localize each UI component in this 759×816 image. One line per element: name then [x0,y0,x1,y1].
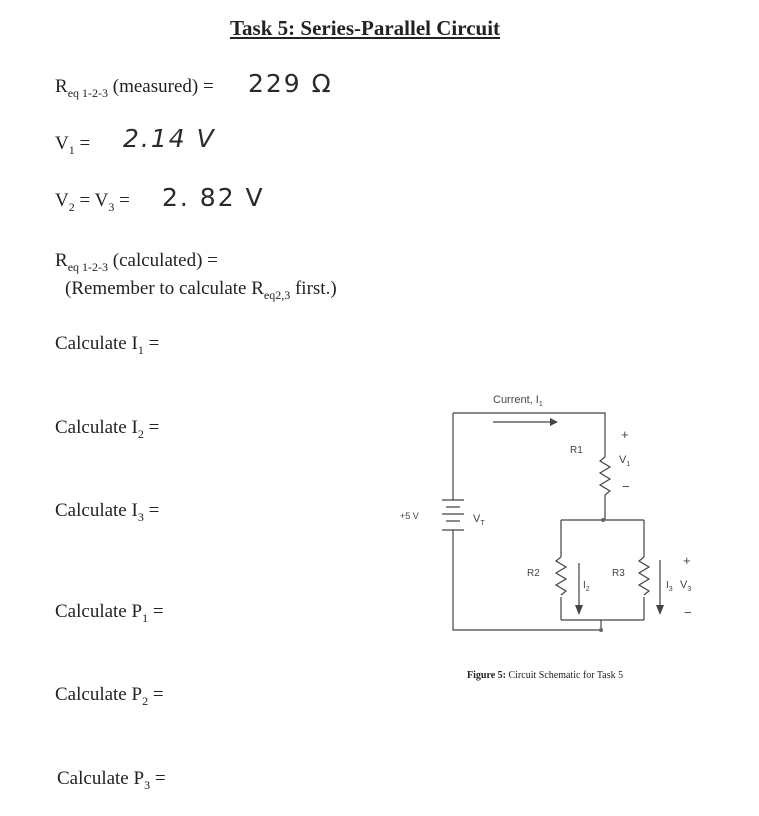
calc-prefix: Calculate I [55,500,138,521]
page-title: Task 5: Series-Parallel Circuit [229,16,501,40]
v2-sub: 2 [68,199,75,214]
req-measured-line [55,76,214,101]
v1-label: $V_1$ [619,454,631,468]
source-label: +5 V [400,511,419,521]
req-label: R [55,76,68,97]
r3-label: R3 [612,568,625,579]
circuit-schematic [390,385,720,665]
calc-prefix: Calculate P [55,684,143,705]
reminder-prefix: (Remember to calculate R [65,278,264,299]
reminder-sub: eq2,3 [263,287,291,302]
calc-prefix: Calculate P [55,601,143,622]
v3-plus: + [683,553,691,568]
req-calculated-line [55,250,218,275]
v3-sub: 3 [108,199,115,214]
r2-label: R2 [527,568,540,579]
calc-sub: 1 [142,610,149,625]
v1-sub: 1 [68,142,75,157]
i2-arrow-head [575,605,583,615]
calc-suffix: = [148,500,160,521]
calc-prefix: Calculate I [55,333,138,354]
v1-minus: − [622,479,630,494]
current-arrow-head [550,418,558,426]
calc-sub: 3 [137,509,144,524]
calc-p2 [55,684,164,709]
v3-label: $V_3$ [680,579,692,593]
resistor-r1 [600,457,610,520]
vt-label: $V_T$ [473,513,485,527]
calc-p1 [55,601,164,626]
calc-suffix: = [148,333,160,354]
i3-label: $I_3$ [666,580,673,593]
i3-arrow-head [656,605,664,615]
calc-prefix: Calculate P [57,768,145,789]
caption-label: Figure 5: [467,670,506,681]
calc-suffix: = [148,417,160,438]
node-junction [601,518,605,522]
calc-prefix: Calculate I [55,417,138,438]
req-measured-suffix: (measured) = [112,76,214,97]
calc-i3 [55,500,159,525]
caption-text: Circuit Schematic for Task 5 [508,670,624,681]
calc-sub: 2 [137,426,144,441]
v1-suffix: = [79,133,91,154]
req-calc-sub: eq 1-2-3 [67,259,109,274]
figure-caption [467,670,623,681]
v1-plus: + [621,427,629,442]
current-label: Current, $I_1$ [493,394,543,408]
req-calc-label: R [55,250,68,271]
i2-label: $I_2$ [583,580,590,593]
v23-line [55,190,130,215]
node-junction [599,628,603,632]
battery-symbol [442,500,464,530]
v23-suffix: = [119,190,130,211]
req-measured-value [248,69,333,98]
calc-i1 [55,333,159,358]
req-measured-number: 229 [248,69,302,98]
v3-label: = V [79,190,109,211]
calc-p3 [57,768,166,793]
calc-sub: 3 [144,777,151,792]
calc-sub: 1 [137,342,144,357]
v2-label: V [55,190,69,211]
v3-minus: − [684,605,692,620]
reminder-suffix: first.) [294,278,337,299]
calc-sub: 2 [142,693,149,708]
calc-i2 [55,417,159,442]
r1-label: R1 [570,445,583,456]
calc-suffix: = [154,768,166,789]
v1-line [55,133,90,158]
v1-value: 2.14 V [123,124,216,153]
v23-value: 2. 82 V [162,183,265,212]
reminder-line [65,278,337,303]
calc-suffix: = [152,684,164,705]
req-calc-suffix: (calculated) = [112,250,218,271]
resistor-r3 [639,557,649,595]
v1-label: V [55,133,69,154]
req-sub: eq 1-2-3 [67,85,109,100]
resistor-r2 [556,557,566,595]
ohm-symbol: Ω [311,69,333,98]
calc-suffix: = [152,601,164,622]
